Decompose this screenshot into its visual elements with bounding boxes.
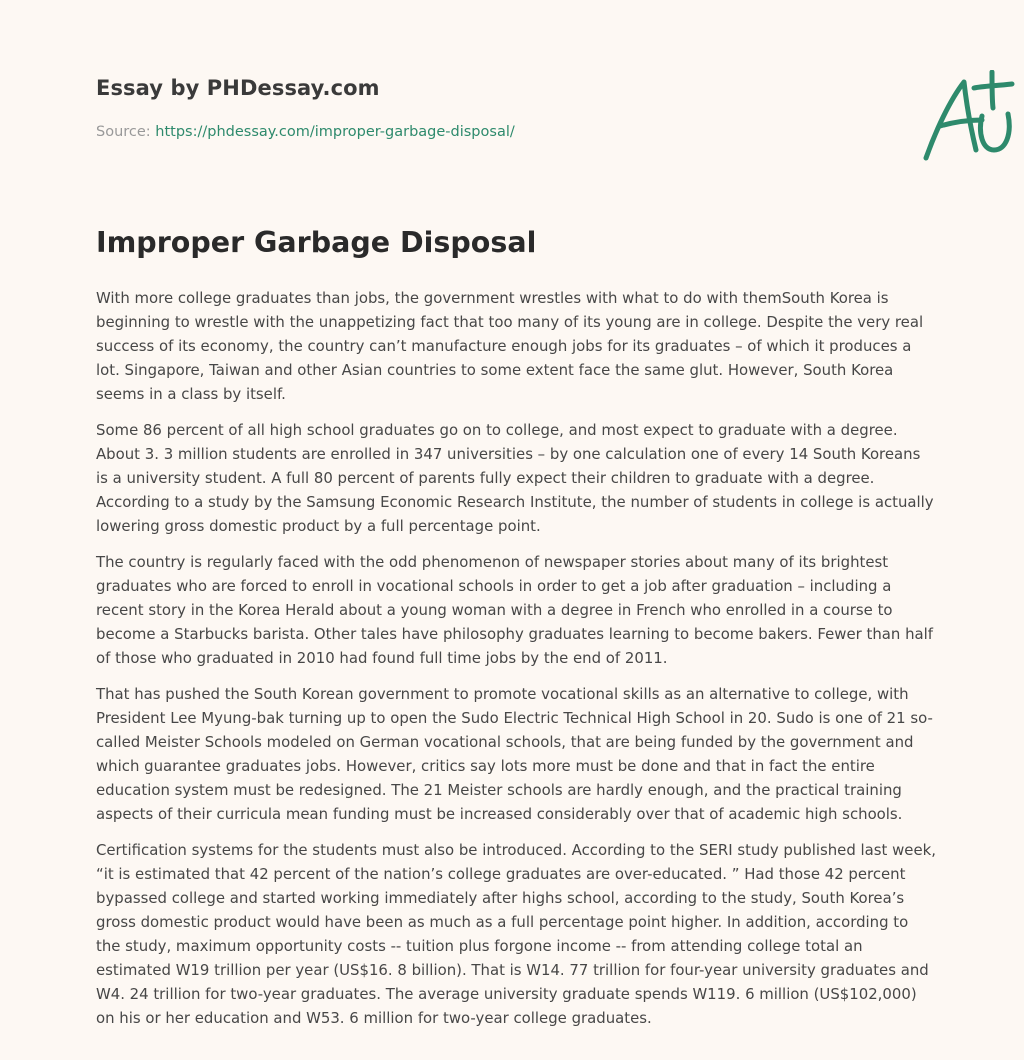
paragraph: That has pushed the South Korean government to promote vocational skills as an alternative to college, with President Lee Myung-bak turning up to open the Sudo Electric Technical High School in 20. Sudo is one of 21 so-called Meister Schools modeled on German vocational schools, that are being funded by the government and which guarantee graduates jobs. However, critics say lots more must be done and that in fact the entire education system must be redesigned. The 21 Meister schools are hardly enough, and the practical training aspects of their curricula mean funding must be increased considerably over that of academic high schools.: [96, 685, 933, 823]
essay-title: Improper Garbage Disposal: [96, 226, 537, 259]
essay-body: [96, 286, 936, 1042]
paragraph: Certification systems for the students must also be introduced. According to the SERI study published last week, “it is estimated that 42 percent of the nation’s college graduates are over-educated. ” Had those 42 percent bypassed college and started working immediately after highs school, according to the study, South Korea’s gross domestic product would have been as much as a full percentage point higher. In addition, according to the study, maximum opportunity costs -- tuition plus forgone income -- from attending college total an estimated W19 trillion per year (US$16. 8 billion). That is W14. 77 trillion for four-year university graduates and W4. 24 trillion for two-year graduates. The average university graduate spends W119. 6 million (US$102,000) on his or her education and W53. 6 million for two-year college graduates.: [96, 841, 936, 1027]
site-title: Essay by PHDessay.com: [96, 76, 380, 100]
source-line: [96, 124, 515, 140]
source-label: Source:: [96, 124, 151, 140]
paragraph: Some 86 percent of all high school graduates go on to college, and most expect to graduate with a degree. About 3. 3 million students are enrolled in 347 universities – by one calculation one of every 14 South Koreans is a university student. A full 80 percent of parents fully expect their children to graduate with a degree. According to a study by the Samsung Economic Research Institute, the number of students in college is actually lowering gross domestic product by a full percentage point.: [96, 421, 934, 535]
source-link[interactable]: https://phdessay.com/improper-garbage-disposal/: [155, 124, 515, 140]
a-plus-logo-icon: [920, 70, 1024, 162]
paragraph: The country is regularly faced with the odd phenomenon of newspaper stories about many of its brightest graduates who are forced to enroll in vocational schools in order to get a job after graduation – including a recent story in the Korea Herald about a young woman with a degree in French who enrolled in a course to become a Starbucks barista. Other tales have philosophy graduates learning to become bakers. Fewer than half of those who graduated in 2010 had found full time jobs by the end of 2011.: [96, 553, 934, 667]
paragraph: With more college graduates than jobs, the government wrestles with what to do with themSouth Korea is beginning to wrestle with the unappetizing fact that too many of its young are in college. Despite the very real success of its economy, the country can’t manufacture enough jobs for its graduates – of which it produces a lot. Singapore, Taiwan and other Asian countries to some extent face the same glut. However, South Korea seems in a class by itself.: [96, 289, 924, 403]
